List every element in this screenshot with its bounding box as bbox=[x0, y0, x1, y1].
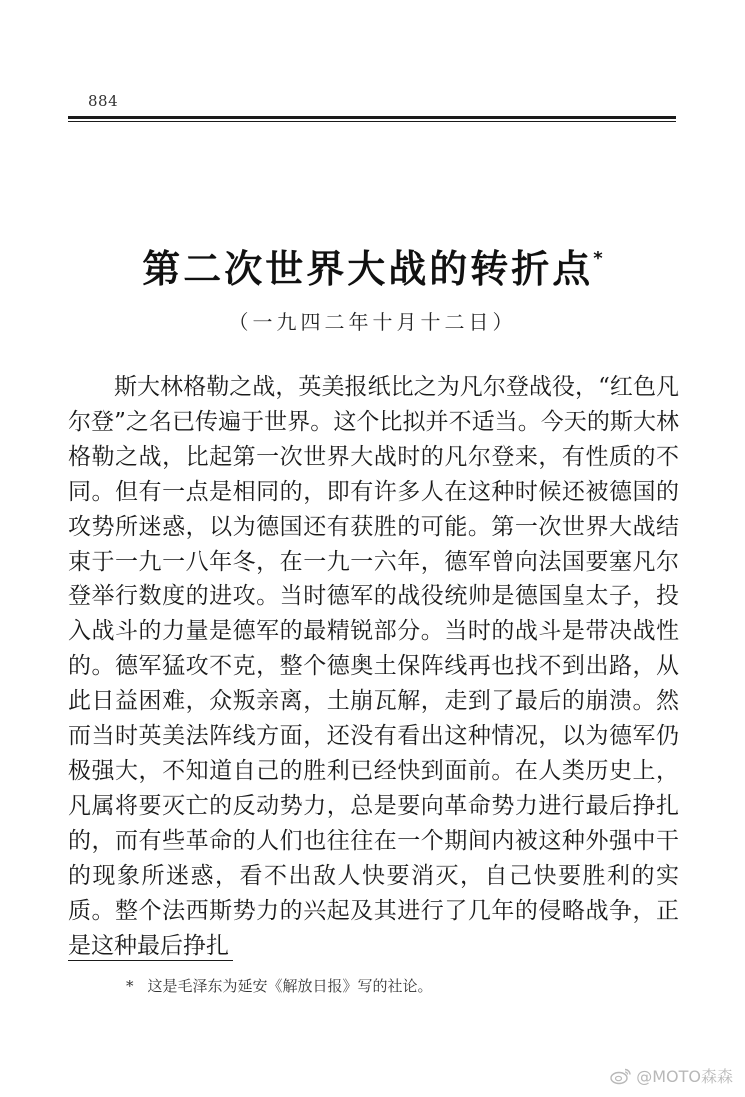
weibo-icon bbox=[610, 1067, 632, 1085]
footnote-rule bbox=[68, 960, 233, 961]
footnote bbox=[126, 975, 433, 996]
header-rule-thick bbox=[68, 116, 676, 119]
watermark-text: @MOTO森森 bbox=[636, 1067, 733, 1086]
footnote-mark: * bbox=[126, 977, 134, 995]
header-rule-thin bbox=[68, 121, 676, 122]
page-number: 884 bbox=[88, 92, 119, 110]
article-title bbox=[0, 238, 745, 293]
watermark bbox=[610, 1064, 733, 1087]
article-title-text: 第二次世界大战的转折点 bbox=[142, 247, 594, 291]
article-body: 斯大林格勒之战，英美报纸比之为凡尔登战役，“红色凡尔登”之名已传遍于世界。这个比拟并不适当。今天的斯大林格勒之战，比起第一次世界大战时的凡尔登来，有性质的不同。但有一点是相同的，即有许多人在这种时候还被德国的攻势所迷惑，以为德国还有获胜的可能。第一次世界大战结束于一九一八年冬，在一九一六年，德军曾向法国要塞凡尔登举行数度的进攻。当时德军的战役统帅是德国皇太子，投入战斗的力量是德军的最精锐部分。当时的战斗是带决战性的。德军猛攻不克，整个德奥土保阵线再也找不到出路，从此日益困难，众叛亲离，土崩瓦解，走到了最后的崩溃。然而当时英美法阵线方面，还没有看出这种情况，以为德军仍极强大，不知道自己的胜利已经快到面前。在人类历史上，凡属将要灭亡的反动势力，总是要向革命势力进行最后挣扎的，而有些革命的人们也往往在一个期间内被这种外强中干的现象所迷惑，看不出敌人快要消灭，自己快要胜利的实质。整个法西斯势力的兴起及其进行了几年的侵略战争，正是这种最后挣扎 bbox=[68, 374, 679, 959]
title-footnote-mark: * bbox=[593, 248, 603, 270]
footnote-text: 这是毛泽东为延安《解放日报》写的社论。 bbox=[147, 977, 433, 995]
article-date: （一九四二年十月十二日） bbox=[228, 310, 517, 334]
